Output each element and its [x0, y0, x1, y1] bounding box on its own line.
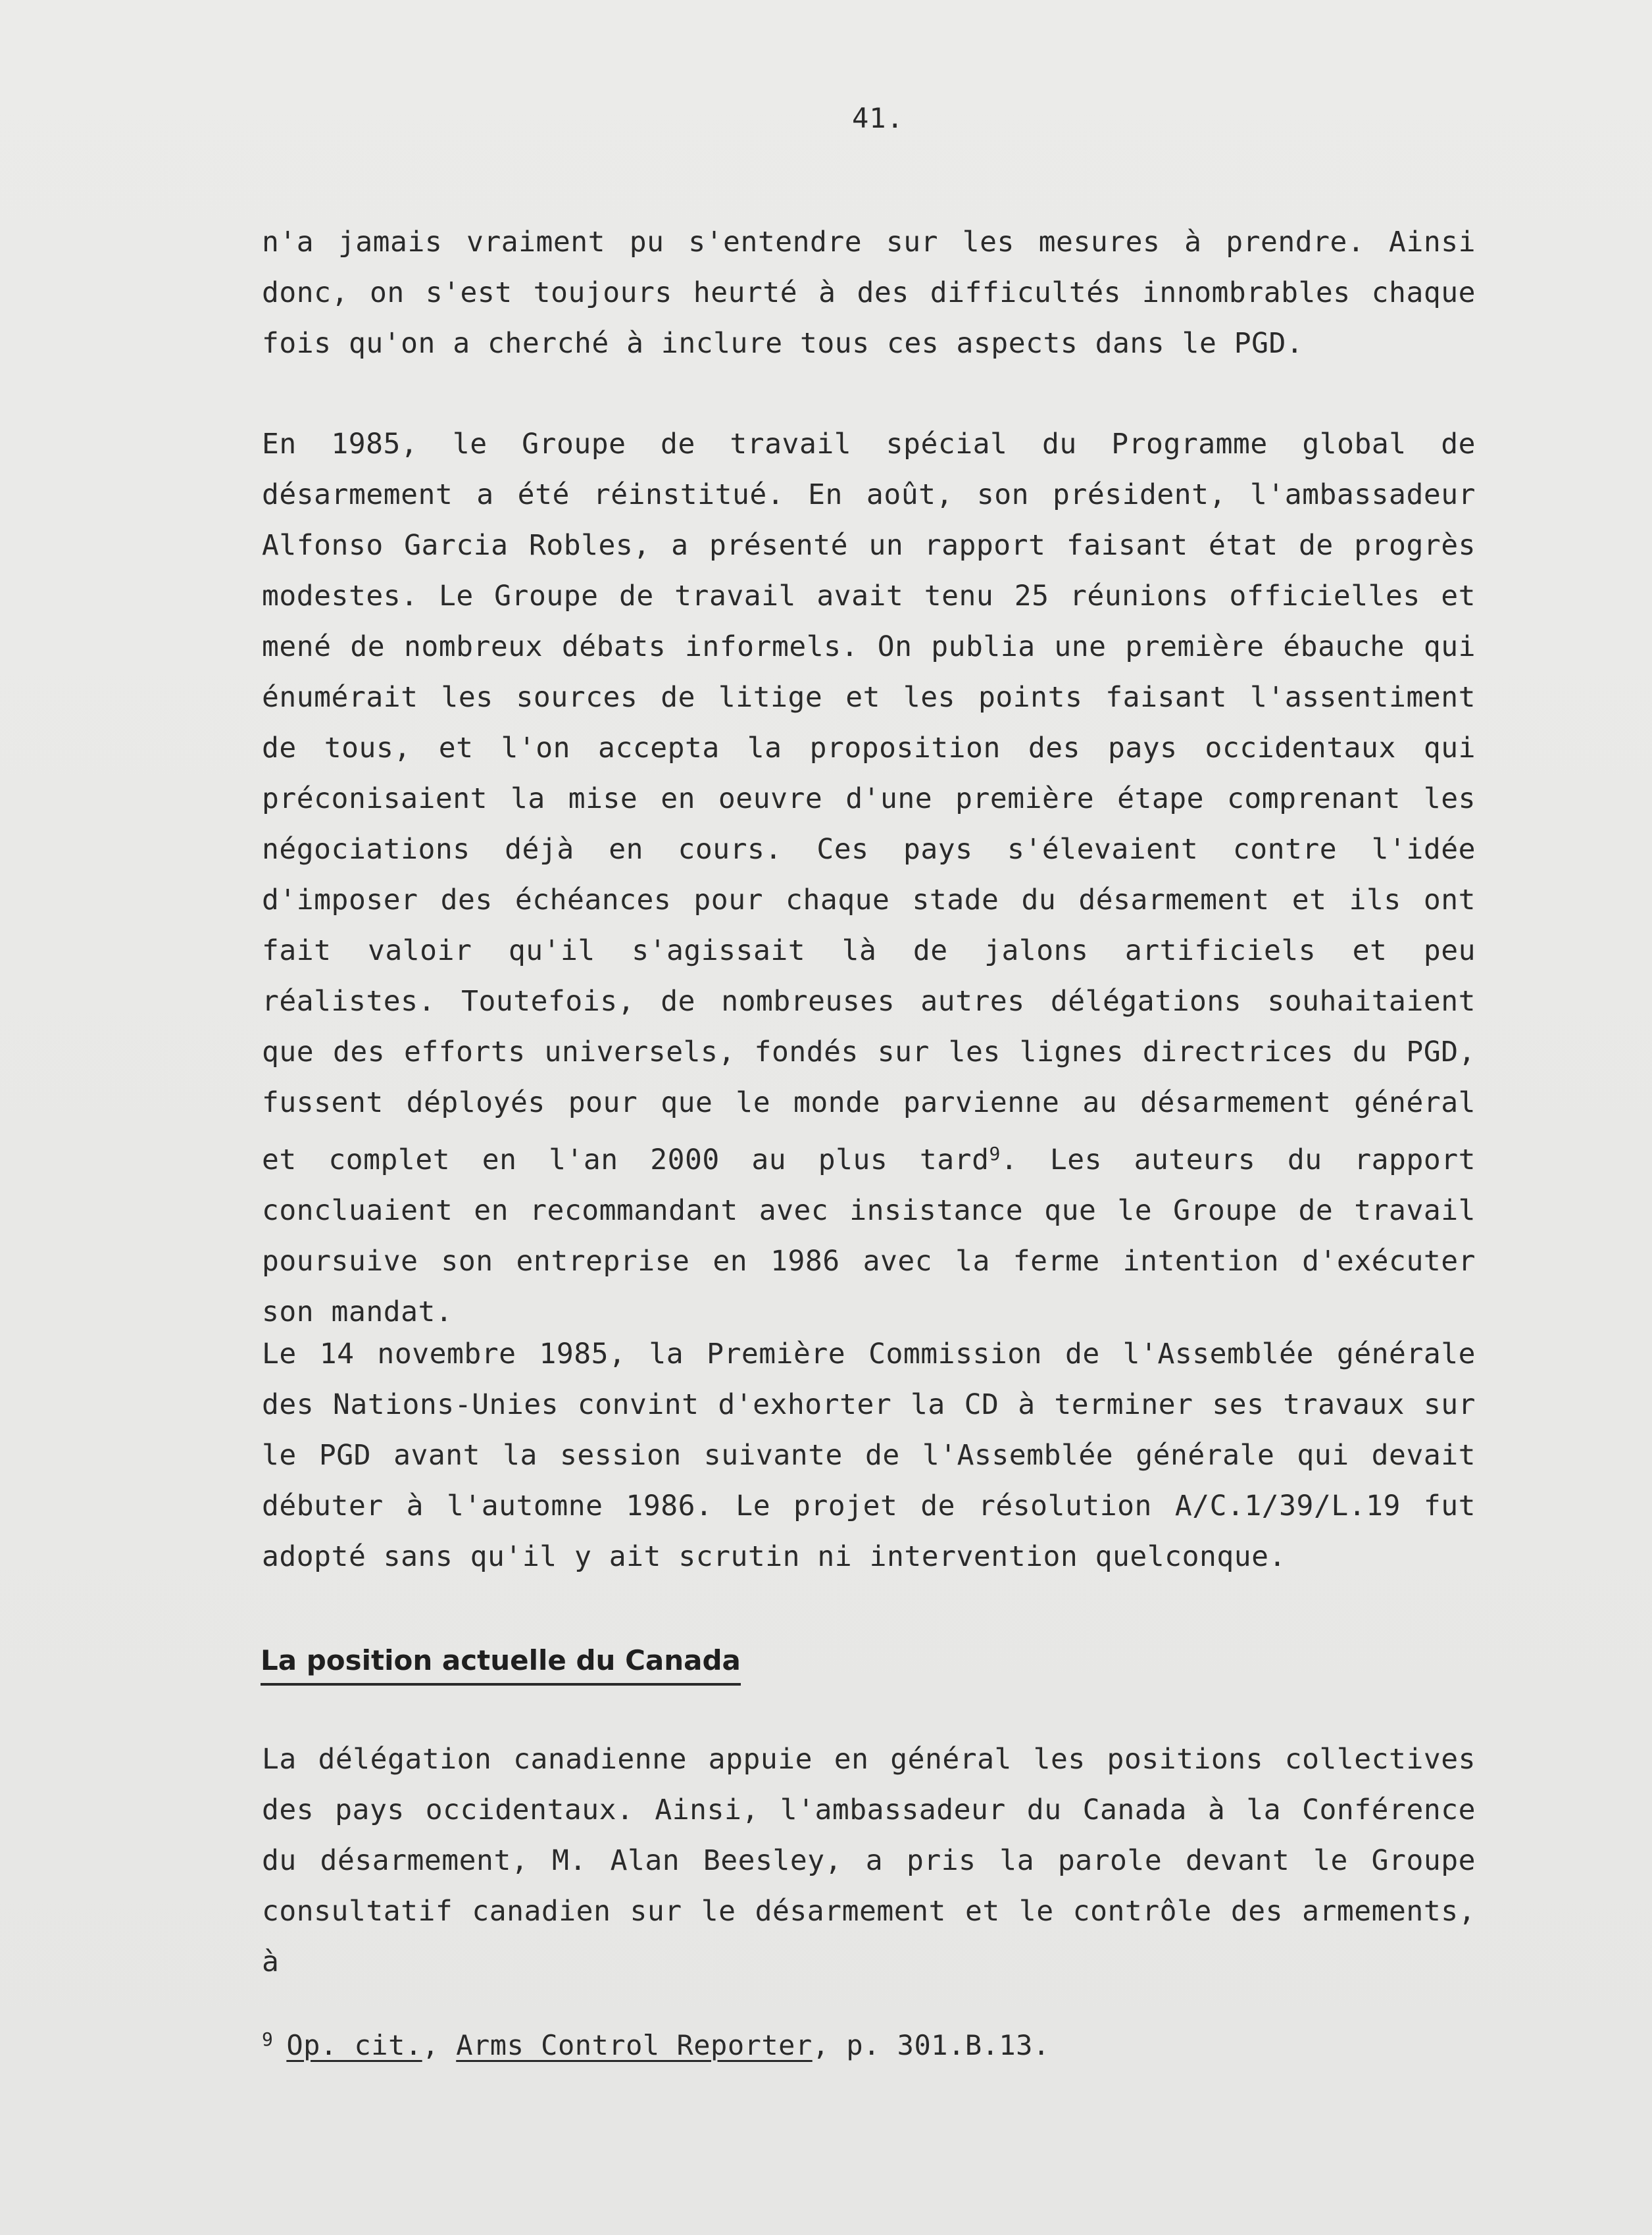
paragraph-4: La délégation canadienne appuie en général les positions collectives des pays occidentaux. Ainsi, l'ambassadeur du Canada à la Conférence du désarmement, M. Alan Beesley, a pris la parole devant le Groupe consultatif canadien sur le désarmement et le contrôle des armements, à — [262, 1743, 1476, 1978]
footnote-marker: 9 — [262, 2028, 274, 2050]
footnote-separator: , — [422, 2029, 457, 2061]
paragraph-2-continuation: . Les auteurs du rapport concluaient en recommandant avec insistance que le Groupe de travail poursuive son entreprise en 1986 avec la ferme intention d'exécuter son mandat. — [262, 1143, 1476, 1328]
paragraph-2 — [262, 419, 1476, 1338]
footnote-reference: 9 — [989, 1143, 1001, 1165]
page-number: 41. — [852, 102, 904, 134]
footnote-page: , p. 301.B.13. — [812, 2029, 1050, 2061]
footnote-source: Arms Control Reporter — [456, 2029, 813, 2061]
section-heading: La position actuelle du Canada — [261, 1641, 741, 1686]
paragraph-2-text: En 1985, le Groupe de travail spécial du Programme global de désarmement a été réinstitué. En août, son président, l'ambassadeur Alfonso Garcia Robles, a présenté un rapport faisant état de progrès modestes. Le Groupe de travail avait tenu 25 réunions officielles et mené de nombreux débats informels. On publia une première ébauche qui énumérait les sources de litige et les points faisant l'assentiment de tous, et l'on accepta la proposition des pays occidentaux qui préconisaient la mise en oeuvre d'une première étape comprenant les négociations déjà en cours. Ces pays s'élevaient contre l'idée d'imposer des échéances pour chaque stade du désarmement et ils ont fait valoir qu'il s'agissait là de jalons artificiels et peu réalistes. Toutefois, de nombreuses autres délégations souhaitaient que des efforts universels, fondés sur les lignes directrices du PGD, fussent déployés pour que le monde parvienne au désarmement général et complet en l'an 2000 au plus tard — [262, 428, 1476, 1176]
paragraph-1: n'a jamais vraiment pu s'entendre sur les mesures à prendre. Ainsi donc, on s'est toujours heurté à des difficultés innombrables chaque fois qu'on a cherché à inclure tous ces aspects dans le PGD. — [262, 226, 1476, 360]
footnote-op-cit: Op. cit. — [286, 2029, 422, 2061]
footnote — [262, 2020, 1050, 2065]
paragraph-3: Le 14 novembre 1985, la Première Commission de l'Assemblée générale des Nations-Unies convint d'exhorter la CD à terminer ses travaux sur le PGD avant la session suivante de l'Assemblée générale qui devait débuter à l'automne 1986. Le projet de résolution A/C.1/39/L.19 fut adopté sans qu'il y ait scrutin ni intervention quelconque. — [262, 1338, 1476, 1573]
